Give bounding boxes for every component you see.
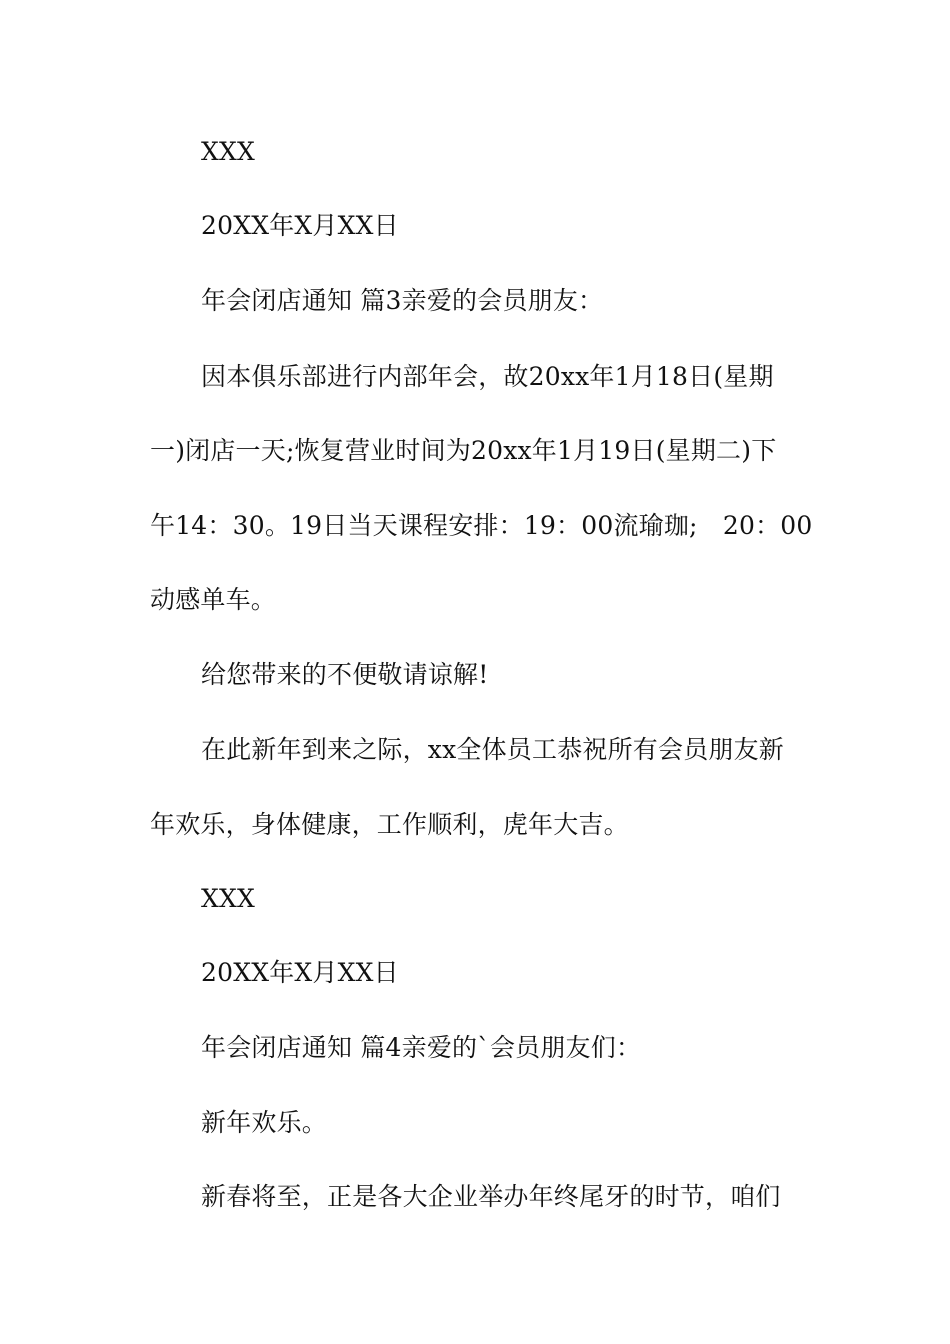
- signature-xxx-2: XXX: [201, 884, 255, 913]
- date-line-1: 20XX年X月XX日: [201, 211, 399, 240]
- paragraph-line: 一)闭店一天;恢复营业时间为20xx年1月19日(星期二)下: [150, 436, 777, 465]
- date-line-2: 20XX年X月XX日: [201, 958, 399, 987]
- paragraph-line: 因本俱乐部进行内部年会，故20xx年1月18日(星期: [201, 362, 774, 391]
- signature-xxx-1: XXX: [201, 137, 255, 166]
- greeting-line: 新年欢乐。: [201, 1108, 328, 1137]
- paragraph-line: 动感单车。: [150, 585, 277, 614]
- notice-heading-3: 年会闭店通知 篇3亲爱的会员朋友：: [201, 286, 604, 315]
- paragraph-line: 年欢乐，身体健康，工作顺利，虎年大吉。: [150, 810, 629, 839]
- notice-heading-4: 年会闭店通知 篇4亲爱的`会员朋友们：: [201, 1033, 642, 1062]
- apology-line: 给您带来的不便敬请谅解!: [201, 660, 489, 689]
- paragraph-line: 新春将至，正是各大企业举办年终尾牙的时节，咱们: [201, 1182, 781, 1211]
- paragraph-line: 在此新年到来之际，xx全体员工恭祝所有会员朋友新: [201, 735, 785, 764]
- paragraph-line: 午14：30。19日当天课程安排：19：00流瑜珈; 20：00: [150, 511, 813, 540]
